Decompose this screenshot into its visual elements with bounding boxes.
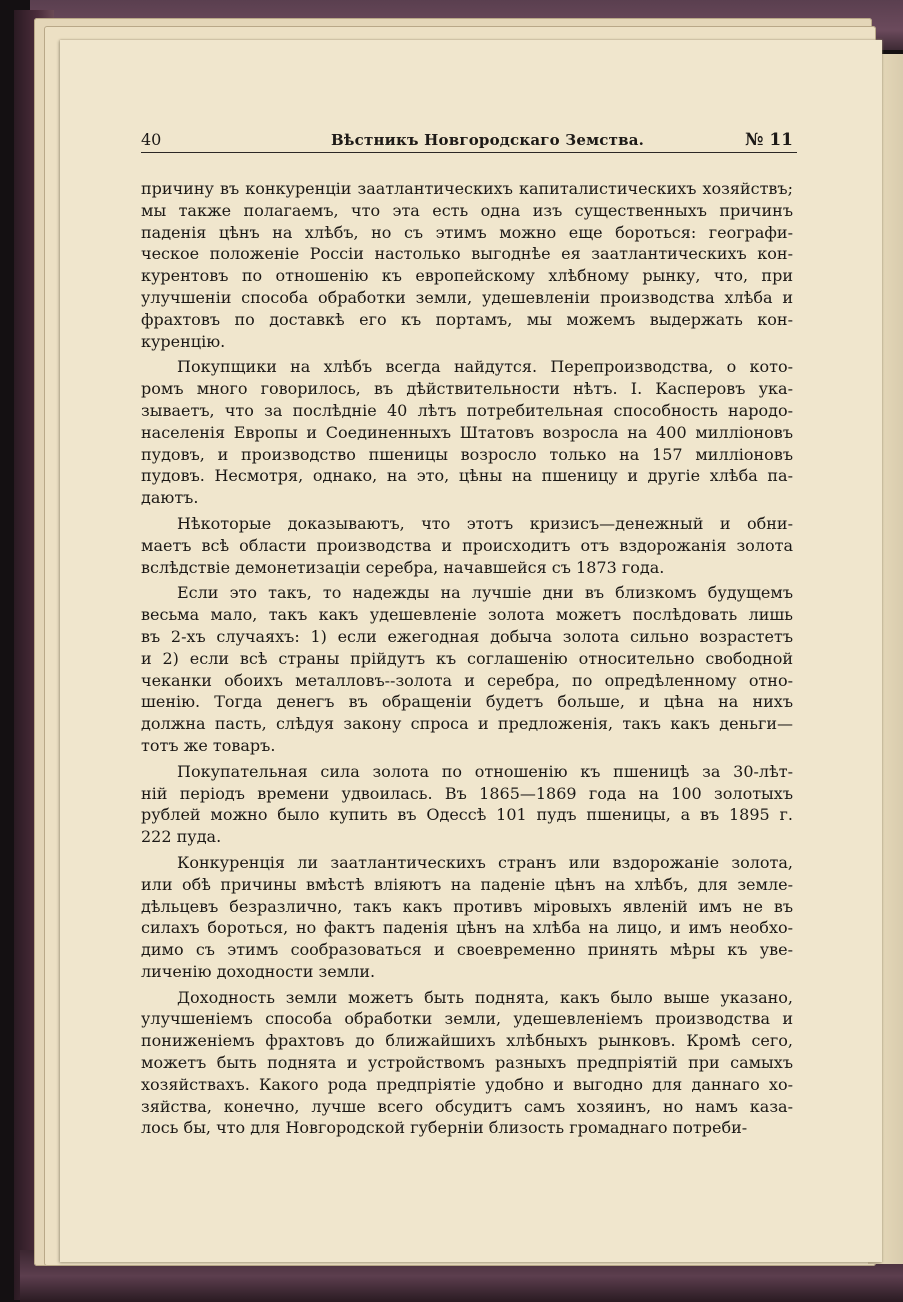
text-line: или обѣ причины вмѣстѣ вліяютъ на паденіе цѣнъ на хлѣбъ, для земле- (141, 874, 793, 894)
body-text (141, 178, 793, 1143)
text-line: пудовъ. Несмотря, однако, на это, цѣны на пшеницу и другіе хлѣба па- (141, 466, 793, 486)
text-line: маетъ всѣ области производства и происходитъ отъ вздорожанія золота (141, 535, 793, 555)
text-line: силахъ бороться, но фактъ паденія цѣнъ на хлѣба на лицо, и имъ необхо- (141, 918, 793, 938)
text-line: причину въ конкуренціи заатлантическихъ капиталистическихъ хозяйствъ; (141, 179, 793, 198)
issue-number: № 11 (744, 130, 793, 150)
text-line: вслѣдствіе демонетизаціи серебра, начавшейся съ 1873 года. (141, 557, 665, 577)
text-line: фрахтовъ по доставкѣ его къ портамъ, мы можемъ выдержать кон- (141, 309, 793, 329)
paragraph (141, 513, 793, 578)
journal-title: Вѣстникъ Новгородскаго Земства. (331, 131, 645, 149)
text-line: тотъ же товаръ. (141, 735, 276, 755)
text-line: личенію доходности земли. (141, 961, 376, 981)
paragraph (141, 582, 793, 756)
text-line: лось бы, что для Новгородской губерніи близость громаднаго потреби- (141, 1118, 748, 1138)
text-line: ній періодъ времени удвоилась. Въ 1865—1869 года на 100 золотыхъ (141, 783, 793, 803)
paragraph (141, 356, 793, 509)
text-line: зяйства, конечно, лучше всего обсудитъ самъ хозяинъ, но намъ каза- (141, 1096, 793, 1116)
text-line: улучшеніемъ способа обработки земли, удешевленіемъ производства и (141, 1009, 793, 1029)
paragraph (141, 987, 793, 1140)
paragraph (141, 178, 793, 352)
paragraph (141, 761, 793, 848)
text-line: ческое положеніе Россіи настолько выгоднѣе ея заатлантическихъ кон- (141, 244, 793, 264)
text-line: курентовъ по отношенію къ европейскому хлѣбному рынку, что, при (141, 266, 793, 286)
text-line: дѣльцевъ безразлично, такъ какъ противъ міровыхъ явленій имъ не въ (141, 896, 793, 916)
text-line: и 2) если всѣ страны прійдутъ къ соглашенію относительно свободной (141, 648, 793, 668)
text-line: пудовъ, и производство пшеницы возросло только на 157 милліоновъ (141, 444, 793, 464)
text-line: чеканки обоихъ металловъ--золота и серебра, по опредѣленному отно- (141, 670, 793, 690)
text-line: даютъ. (141, 488, 199, 508)
text-line: 222 пуда. (141, 827, 222, 847)
text-line: Нѣкоторые доказываютъ, что этотъ кризисъ—денежный и обни- (177, 513, 793, 533)
text-line: Если это такъ, то надежды на лучшіе дни въ близкомъ будущемъ (177, 583, 793, 603)
text-line: весьма мало, такъ какъ удешевленіе золота можетъ послѣдовать лишь (141, 605, 793, 625)
text-line: ромъ много говорилось, въ дѣйствительности нѣтъ. І. Касперовъ ука- (141, 379, 793, 399)
text-line: шенію. Тогда денегъ въ обращеніи будетъ больше, и цѣна на нихъ (141, 692, 793, 712)
text-line: населенія Европы и Соединенныхъ Штатовъ возросла на 400 милліоновъ (141, 422, 793, 442)
text-line: можетъ быть поднята и устройствомъ разныхъ предпріятій при самыхъ (141, 1053, 793, 1073)
running-header (141, 128, 797, 154)
text-line: улучшеніи способа обработки земли, удешевленіи производства хлѣба и (141, 287, 793, 307)
page-number: 40 (141, 130, 162, 149)
text-line: хозяйствахъ. Какого рода предпріятіе удобно и выгодно для даннаго хо- (141, 1074, 793, 1094)
text-line: мы также полагаемъ, что эта есть одна изъ существенныхъ причинъ (141, 200, 793, 220)
text-line: должна пасть, слѣдуя закону спроса и предложенія, такъ какъ деньги— (141, 714, 793, 734)
header-rule (141, 152, 797, 153)
text-line: въ 2-хъ случаяхъ: 1) если ежегодная добыча золота сильно возрастетъ (141, 626, 793, 646)
text-line: паденія цѣнъ на хлѣбъ, но съ этимъ можно еще бороться: географи- (141, 222, 793, 242)
text-line: Покупательная сила золота по отношенію къ пшеницѣ за 30-лѣт- (177, 761, 793, 781)
text-line: рублей можно было купить въ Одессѣ 101 пудъ пшеницы, а въ 1895 г. (141, 805, 793, 825)
text-line: зываетъ, что за послѣдніе 40 лѣтъ потребительная способность народо- (141, 400, 793, 420)
text-line: куренцію. (141, 331, 226, 351)
text-line: пониженіемъ фрахтовъ до ближайшихъ хлѣбныхъ рынковъ. Кромѣ сего, (141, 1031, 793, 1051)
text-line: Покупщики на хлѣбъ всегда найдутся. Перепроизводства, о кото- (177, 357, 793, 377)
text-line: Доходность земли можетъ быть поднята, какъ было выше указано, (177, 987, 793, 1007)
text-line: Конкуренція ли заатлантическихъ странъ или вздорожаніе золота, (177, 852, 793, 872)
paragraph (141, 852, 793, 983)
text-line: димо съ этимъ сообразоваться и своевременно принять мѣры къ уве- (141, 940, 793, 960)
